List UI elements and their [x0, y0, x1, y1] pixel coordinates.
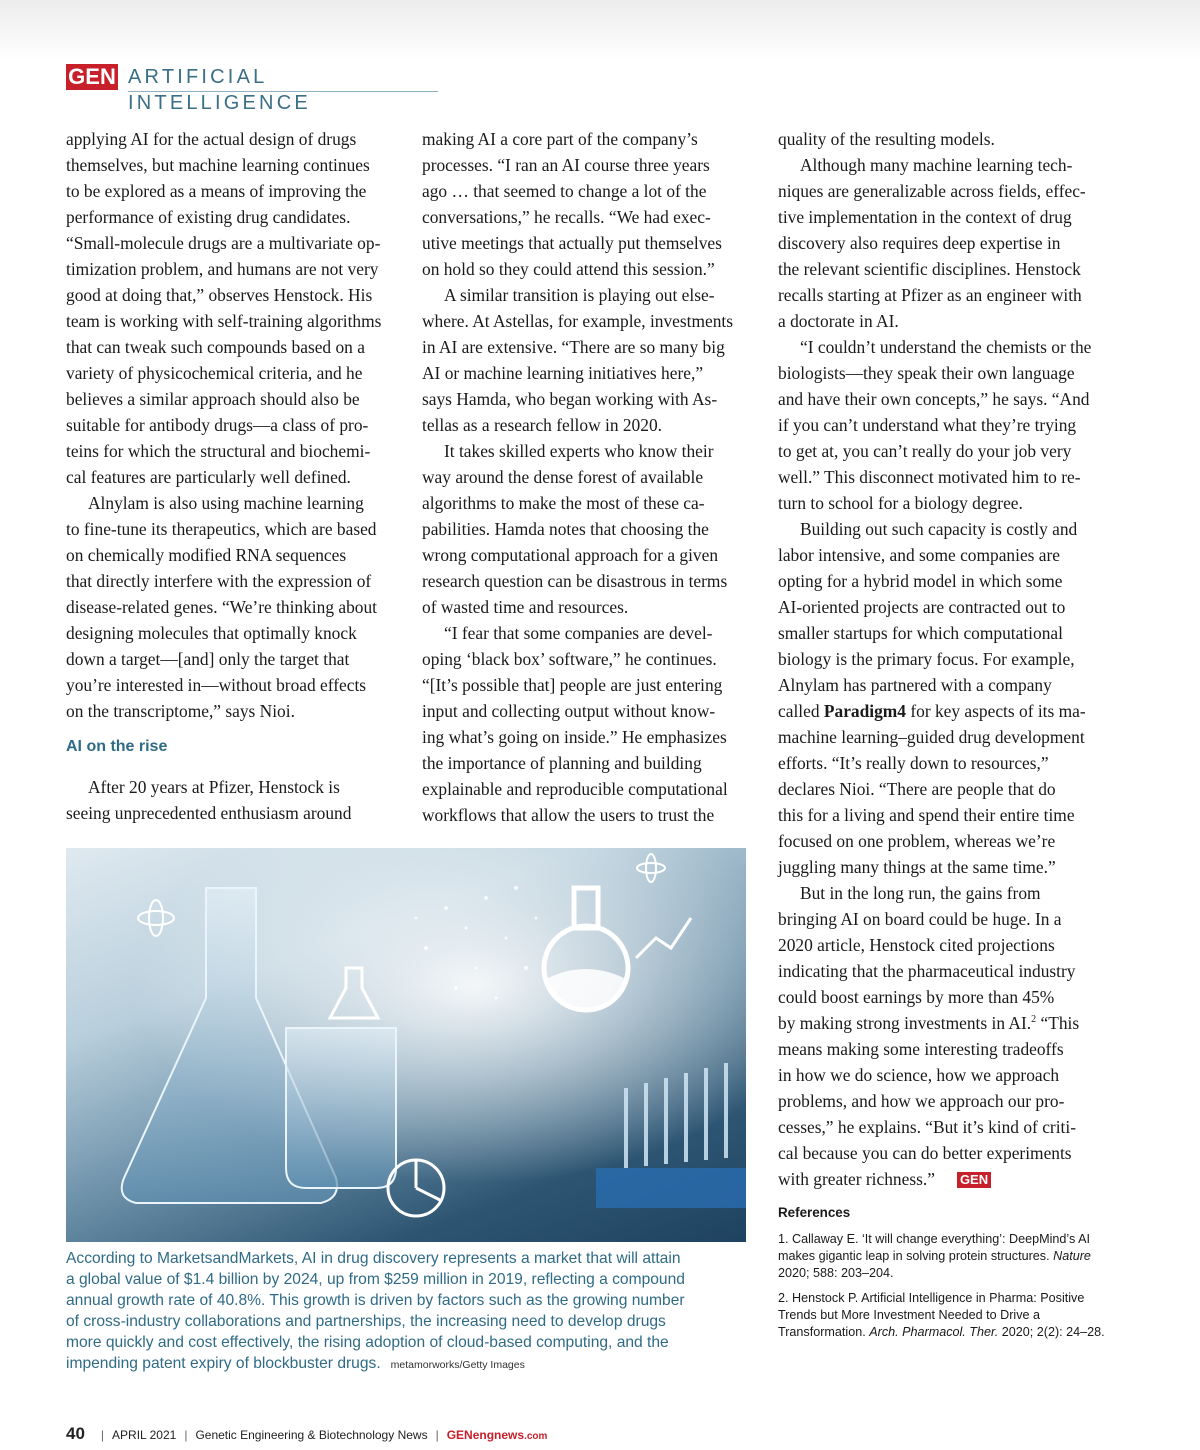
text-line: quality of the resulting models. [778, 129, 995, 149]
text-line: AI-oriented projects are contracted out to [778, 597, 1066, 617]
text-line: this for a living and spend their entire time [778, 805, 1075, 825]
text-line: biology is the primary focus. For example, [778, 649, 1075, 669]
text-line: pabilities. Hamda notes that choosing the [422, 519, 709, 539]
text-line: algorithms to make the most of these ca- [422, 493, 705, 513]
caption-line: of cross-industry collaborations and partnerships, the increasing need to develop drugs [66, 1313, 666, 1330]
text-line: Alnylam is also using machine learning [88, 493, 364, 513]
text-line: on chemically modified RNA sequences [66, 545, 347, 565]
company-name: Paradigm4 [823, 701, 906, 721]
text-line: in AI are extensive. “There are so many big [422, 337, 725, 357]
text-line: problems, and how we approach our pro- [778, 1091, 1065, 1111]
gen-logo: GEN [66, 64, 118, 90]
text-line: research question can be disastrous in terms [422, 571, 728, 591]
text-line: tellas as a research fellow in 2020. [422, 415, 662, 435]
text-line: if you can’t understand what they’re trying [778, 415, 1077, 435]
caption-line: a global value of $1.4 billion by 2024, up from $259 million in 2019, reflecting a compound [66, 1271, 685, 1288]
caption-line: more quickly and cost effectively, the rising adoption of cloud-based computing, and the [66, 1334, 669, 1351]
text-line: It takes skilled experts who know their [444, 441, 714, 461]
text-line: workflows that allow the users to trust the [422, 805, 715, 825]
text-line: means making some interesting tradeoffs [778, 1039, 1064, 1059]
website-link[interactable] [447, 1428, 548, 1442]
text-line: But in the long run, the gains from [800, 883, 1041, 903]
page-footer [66, 1424, 547, 1446]
text-segment: “This [1036, 1013, 1080, 1033]
text-line: discovery also requires deep expertise in [778, 233, 1061, 253]
text-line: suitable for antibody drugs—a class of pro- [66, 415, 369, 435]
header-rule [128, 91, 438, 92]
caption-line: annual growth rate of 40.8%. This growth is driven by factors such as the growing number [66, 1292, 685, 1309]
issue-date: APRIL 2021 [112, 1428, 177, 1442]
text-segment: called [778, 701, 824, 721]
text-line: A similar transition is playing out else- [444, 285, 715, 305]
website-tld: .com [524, 1431, 548, 1442]
text-line: oping ‘black box’ software,” he continues. [422, 649, 717, 669]
text-line: the importance of planning and building [422, 753, 702, 773]
text-line: “I couldn’t understand the chemists or the [800, 337, 1092, 357]
references [778, 1204, 1108, 1349]
article-column-1-continued [66, 774, 351, 826]
text-line: turn to school for a biology degree. [778, 493, 1023, 513]
text-line: niques are generalizable across fields, effec- [778, 181, 1086, 201]
text-line: says Hamda, who began working with As- [422, 389, 718, 409]
reference-tail: 2020; 588: 203–204. [778, 1266, 894, 1280]
text-line: you’re interested in—without broad effects [66, 675, 367, 695]
text-line: processes. “I ran an AI course three years [422, 155, 710, 175]
text-line: smaller startups for which computational [778, 623, 1063, 643]
text-line: efforts. “It’s really down to resources,” [778, 753, 1049, 773]
text-line: utive meetings that actually put themselves [422, 233, 722, 253]
text-line: themselves, but machine learning continues [66, 155, 370, 175]
article-column-1 [66, 126, 391, 724]
text-line: declares Nioi. “There are people that do [778, 779, 1056, 799]
text-line: the relevant scientific disciplines. Henstock [778, 259, 1081, 279]
text-line: Although many machine learning tech- [800, 155, 1073, 175]
text-segment: with greater richness.” [778, 1169, 935, 1189]
reference-item [778, 1290, 1108, 1341]
end-mark-gen-logo: GEN [957, 1172, 991, 1188]
text-line: a doctorate in AI. [778, 311, 899, 331]
reference-superscript: 2 [1031, 1014, 1037, 1026]
text-line: cal because you can do better experiments [778, 1143, 1072, 1163]
section-title: ARTIFICIAL INTELLIGENCE [128, 66, 311, 114]
text-line: machine learning–guided drug development [778, 727, 1085, 747]
article-column-3 [778, 126, 1108, 1192]
text-line: cesses,” he explains. “But it’s kind of criti- [778, 1117, 1076, 1137]
text-line [778, 698, 1108, 724]
footer-separator: | [184, 1428, 188, 1442]
text-line: recalls starting at Pfizer as an engineer with [778, 285, 1082, 305]
reference-tail: 2020; 2(2): 24–28. [998, 1325, 1105, 1339]
text-line: 2020 article, Henstock cited projections [778, 935, 1055, 955]
text-line: AI or machine learning initiatives here,” [422, 363, 704, 383]
text-line: to be explored as a means of improving the [66, 181, 367, 201]
text-line: and have their own concepts,” he says. “And [778, 389, 1090, 409]
text-line: juggling many things at the same time.” [778, 857, 1056, 877]
text-line: designing molecules that optimally knock [66, 623, 357, 643]
text-line: cal features are particularly well defined. [66, 467, 351, 487]
footer-separator: | [100, 1428, 105, 1442]
text-line: on the transcriptome,” says Nioi. [66, 701, 295, 721]
text-segment: for key aspects of its ma- [906, 701, 1086, 721]
text-line: could boost earnings by more than 45% [778, 987, 1055, 1007]
reference-text: 1. Callaway E. ‘It will change everything’: DeepMind’s AI makes gigantic leap in solving protein structures. [778, 1232, 1090, 1263]
text-line [778, 1166, 1108, 1192]
text-line: tive implementation in the context of drug [778, 207, 1072, 227]
text-line: opting for a hybrid model in which some [778, 571, 1063, 591]
reference-item [778, 1231, 1108, 1282]
reference-journal: Arch. Pharmacol. Ther. [869, 1325, 999, 1339]
page-top-shade [0, 0, 1200, 60]
article-column-2 [422, 126, 747, 828]
text-line: to fine-tune its therapeutics, which are based [66, 519, 377, 539]
footer-separator: | [435, 1428, 439, 1442]
text-line: to get at, you can’t really do your job very [778, 441, 1072, 461]
caption-line [66, 1353, 756, 1376]
text-line: “[It’s possible that] people are just entering [422, 675, 723, 695]
text-line: on hold so they could attend this session.” [422, 259, 715, 279]
publication-name: Genetic Engineering & Biotechnology News [195, 1428, 428, 1442]
references-heading: References [778, 1205, 851, 1220]
text-line: ago … that seemed to change a lot of the [422, 181, 707, 201]
text-line: performance of existing drug candidates. [66, 207, 351, 227]
photo-illustration [66, 848, 746, 1242]
text-line: input and collecting output without know- [422, 701, 716, 721]
text-line: conversations,” he recalls. “We had exec- [422, 207, 711, 227]
reference-text: 2. Henstock P. Artificial Intelligence in Pharma: Positive Trends but More Investment Needed to Drive a Transformation. [778, 1291, 1085, 1339]
text-line: that directly interfere with the expression of [66, 571, 372, 591]
text-line [778, 1010, 1108, 1036]
text-line: making AI a core part of the company’s [422, 129, 698, 149]
text-line: seeing unprecedented enthusiasm around [66, 803, 352, 823]
text-line: well.” This disconnect motivated him to re- [778, 467, 1081, 487]
page-number: 40 [66, 1424, 85, 1443]
text-segment: by making strong investments in AI. [778, 1013, 1032, 1033]
text-line: Building out such capacity is costly and [800, 519, 1078, 539]
text-line: teins for which the structural and biochemi- [66, 441, 371, 461]
text-line: focused on one problem, whereas we’re [778, 831, 1056, 851]
text-line: in how we do science, how we approach [778, 1065, 1060, 1085]
text-line: “Small-molecule drugs are a multivariate op- [66, 233, 381, 253]
beaker-shape [286, 1028, 396, 1188]
text-line: of wasted time and resources. [422, 597, 629, 617]
text-line: labor intensive, and some companies are [778, 545, 1061, 565]
photo-credit: metamorworks/Getty Images [390, 1359, 525, 1371]
text-line: good at doing that,” observes Henstock. His [66, 285, 373, 305]
subheading: AI on the rise [66, 738, 168, 755]
text-line: team is working with self-training algorithms [66, 311, 382, 331]
text-line: that can tweak such compounds based on a [66, 337, 365, 357]
text-line: wrong computational approach for a given [422, 545, 719, 565]
blue-rack-base [596, 1168, 746, 1208]
website-name: GENengnews [446, 1428, 525, 1442]
text-line: biologists—they speak their own language [778, 363, 1075, 383]
text-line: indicating that the pharmaceutical industry [778, 961, 1076, 981]
text-line: where. At Astellas, for example, investments [422, 311, 734, 331]
text-line: After 20 years at Pfizer, Henstock is [88, 777, 340, 797]
caption-text: impending patent expiry of blockbuster drugs. [66, 1355, 381, 1372]
text-line: ing what’s going on inside.” He emphasizes [422, 727, 727, 747]
text-line: down a target—[and] only the target that [66, 649, 350, 669]
figure-caption [66, 1248, 756, 1376]
text-line: way around the dense forest of available [422, 467, 704, 487]
caption-line: According to MarketsandMarkets, AI in drug discovery represents a market that will attain [66, 1250, 681, 1267]
text-line: variety of physicochemical criteria, and he [66, 363, 363, 383]
text-line: believes a similar approach should also be [66, 389, 360, 409]
text-line: applying AI for the actual design of drugs [66, 129, 357, 149]
page-header [66, 64, 438, 114]
text-line: disease-related genes. “We’re thinking about [66, 597, 378, 617]
reference-journal: Nature [1053, 1249, 1091, 1263]
lab-glassware-photo [66, 848, 746, 1242]
text-line: “I fear that some companies are devel- [444, 623, 713, 643]
text-line: bringing AI on board could be huge. In a [778, 909, 1062, 929]
text-line: Alnylam has partnered with a company [778, 675, 1052, 695]
text-line: timization problem, and humans are not very [66, 259, 379, 279]
text-line: explainable and reproducible computational [422, 779, 728, 799]
